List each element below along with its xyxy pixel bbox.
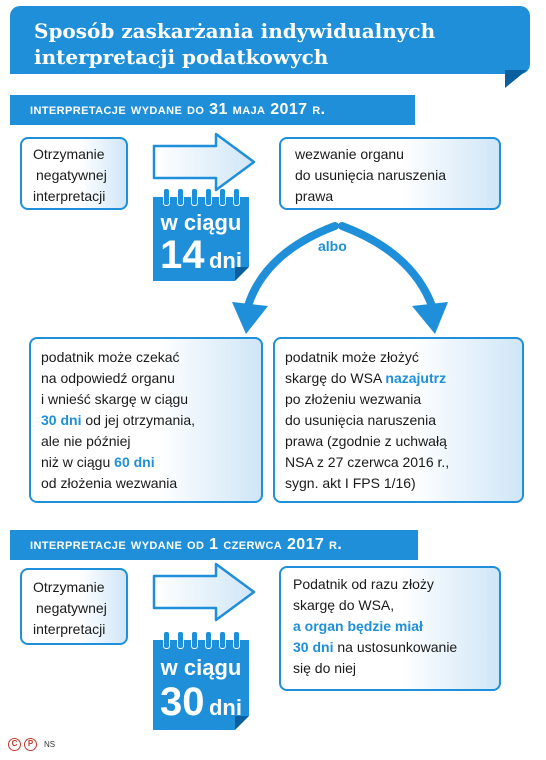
result-box-line bbox=[293, 637, 499, 658]
call-box-line: wezwanie organu bbox=[295, 146, 404, 162]
title-line-2: interpretacji podatkowych bbox=[34, 45, 329, 69]
wait-box-text: niż w ciągu bbox=[41, 454, 115, 470]
start-box-line: Otrzymanie bbox=[33, 146, 105, 162]
wait-box-line: podatnik może czekać bbox=[41, 349, 180, 365]
section-1-heading-bar bbox=[10, 95, 415, 125]
deadline-unit: dni bbox=[208, 248, 242, 273]
title-line-1: Sposób zaskarżania indywidualnych bbox=[34, 19, 436, 43]
footer bbox=[8, 738, 55, 751]
title-banner-fold bbox=[505, 70, 527, 88]
wait-box-line: od złożenia wezwania bbox=[41, 475, 178, 491]
complaint-box-line bbox=[285, 368, 521, 389]
wait-box-line bbox=[41, 452, 259, 473]
highlight-30-days: 30 dni bbox=[293, 639, 334, 655]
complaint-box-line: podatnik może złożyć bbox=[285, 349, 419, 365]
result-box-line: skargę do WSA, bbox=[293, 597, 395, 613]
section-1-start-box bbox=[20, 137, 128, 210]
wait-box-line: ale nie później bbox=[41, 433, 131, 449]
highlight-30-days: 30 dni bbox=[41, 412, 82, 428]
call-box-line: do usunięcia naruszenia bbox=[295, 167, 446, 183]
complaint-box-line: po złożeniu wezwania bbox=[285, 391, 422, 407]
calendar-rings bbox=[153, 632, 249, 648]
deadline-prefix: w ciągu bbox=[160, 655, 242, 680]
branch-label: albo bbox=[318, 238, 347, 254]
result-box-text: na ustosunkowanie bbox=[333, 639, 458, 655]
right-arrow-icon bbox=[150, 130, 260, 195]
page-title bbox=[34, 18, 514, 70]
author-credit: NS bbox=[44, 740, 56, 749]
deadline-number: 30 bbox=[160, 680, 205, 724]
start-box-line: Otrzymanie bbox=[33, 579, 105, 595]
deadline-number: 14 bbox=[160, 233, 205, 277]
complaint-box-line: NSA z 27 czerwca 2016 r., bbox=[285, 454, 450, 470]
title-banner bbox=[10, 6, 530, 74]
section-2-heading: interpretacje wydane od 1 czerwca 2017 r. bbox=[30, 536, 343, 553]
section-1-call-box bbox=[279, 137, 501, 210]
start-box-line: negatywnej bbox=[36, 600, 107, 616]
wait-box-line: i wnieść skargę w ciągu bbox=[41, 391, 189, 407]
section-2-heading-bar bbox=[10, 530, 418, 560]
section-2-start-box bbox=[20, 568, 128, 645]
calendar-page-fold bbox=[235, 716, 249, 730]
wait-box-line: na odpowiedź organu bbox=[41, 370, 175, 386]
complaint-box-line: prawa (zgodnie z uchwałą bbox=[285, 433, 447, 449]
copyright-icon: C bbox=[8, 738, 21, 751]
start-box-line: interpretacji bbox=[33, 621, 106, 637]
deadline-prefix: w ciągu bbox=[160, 210, 242, 235]
section-1-wait-box bbox=[29, 337, 263, 503]
deadline-calendar-30 bbox=[153, 640, 249, 730]
call-box-line: prawa bbox=[295, 188, 334, 204]
section-1-heading: interpretacje wydane do 31 maja 2017 r. bbox=[30, 101, 326, 118]
right-arrow-icon bbox=[150, 560, 260, 625]
start-box-line: interpretacji bbox=[33, 188, 106, 204]
complaint-box-line: sygn. akt I FPS 1/16) bbox=[285, 475, 416, 491]
highlight-60-days: 60 dni bbox=[114, 454, 155, 470]
result-box-line: a organ będzie miał bbox=[293, 618, 423, 634]
deadline-unit: dni bbox=[208, 695, 242, 720]
section-1-complaint-box bbox=[273, 337, 524, 503]
section-2-result-box bbox=[279, 566, 501, 691]
result-box-line: się do niej bbox=[293, 660, 357, 676]
press-icon: P bbox=[24, 738, 37, 751]
complaint-box-line: do usunięcia naruszenia bbox=[285, 412, 436, 428]
branch-arrows-icon bbox=[230, 216, 460, 340]
calendar-rings bbox=[153, 189, 249, 205]
start-box-line: negatywnej bbox=[36, 167, 107, 183]
result-box-line: Podatnik od razu złoży bbox=[293, 576, 434, 592]
highlight-tomorrow: nazajutrz bbox=[385, 370, 447, 386]
wait-box-line bbox=[41, 410, 259, 431]
wait-box-text: od jej otrzymania, bbox=[81, 412, 196, 428]
complaint-box-text: skargę do WSA bbox=[285, 370, 386, 386]
